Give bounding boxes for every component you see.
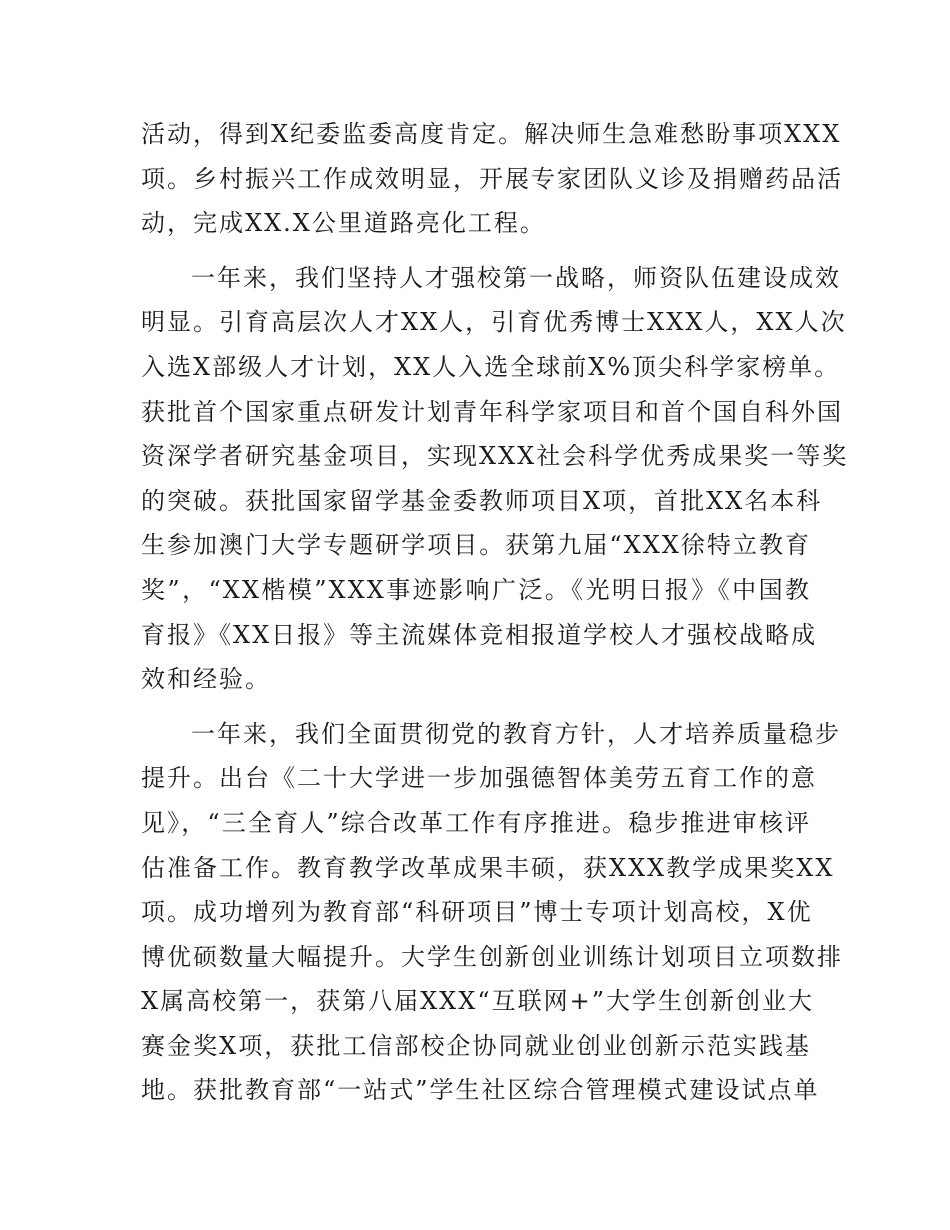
text-line: 博优硕数量大幅提升。大学生创新创业训练计划项目立项数排 <box>141 942 843 971</box>
text-line: 项。成功增列为教育部“科研项目”博士专项计划高校，X优 <box>141 898 813 927</box>
text-line: 明显。引育高层次人才XX人，引育优秀博士XXX人，XX人次 <box>141 308 847 337</box>
text-line: X属高校第一，获第八届XXX“互联网+”大学生创新创业大 <box>141 987 814 1016</box>
text-line: 赛金奖X项，获批工信部校企协同就业创业创新示范实践基 <box>141 1031 811 1060</box>
text-line: 资深学者研究基金项目，实现XXX社会科学优秀成果奖一等奖 <box>141 442 849 471</box>
paragraph-gap <box>141 246 811 256</box>
text-line: 见》，“三全育人”综合改革工作有序推进。稳步推进审核评 <box>141 808 811 837</box>
paragraph-1 <box>141 112 843 246</box>
text-line: 一年来，我们坚持人才强校第一战略，师资队伍建设成效 <box>191 263 841 292</box>
text-line: 获批首个国家重点研发计划青年科学家项目和首个国自科外国 <box>141 397 843 426</box>
text-line: 活动，得到X纪委监委高度肯定。解决师生急难愁盼事项XXX <box>141 120 842 148</box>
text-line: 估准备工作。教育教学改革成果丰硕，获XXX教学成果奖XX <box>141 853 835 882</box>
paragraph-gap <box>141 702 811 712</box>
text-line: 动，完成XX.X公里道路亮化工程。 <box>141 209 546 238</box>
text-line: 效和经验。 <box>141 665 271 694</box>
paragraph-3 <box>141 712 843 1113</box>
text-line: 生参加澳门大学专题研学项目。获第九届“XXX徐特立教育 <box>141 531 811 560</box>
text-line: 提升。出台《二十大学进一步加强德智体美劳五育工作的意 <box>141 764 817 793</box>
text-line: 项。乡村振兴工作成效明显，开展专家团队义诊及捐赠药品活 <box>141 164 843 193</box>
text-line: 地。获批教育部“一站式”学生社区综合管理模式建设试点单 <box>141 1076 820 1105</box>
text-line: 一年来，我们全面贯彻党的教育方针，人才培养质量稳步 <box>191 719 841 748</box>
document-body <box>141 112 849 1113</box>
text-line: 奖”，“XX楷模”XXX事迹影响广泛。《光明日报》《中国教 <box>141 575 811 604</box>
text-line: 的突破。获批国家留学基金委教师项目X项，首批XX名本科 <box>141 486 823 515</box>
text-line: 育报》《XX日报》等主流媒体竞相报道学校人才强校战略成 <box>141 620 818 649</box>
text-line: 入选X部级人才计划，XX人入选全球前X%顶尖科学家榜单。 <box>141 352 841 381</box>
paragraph-2 <box>141 256 849 702</box>
